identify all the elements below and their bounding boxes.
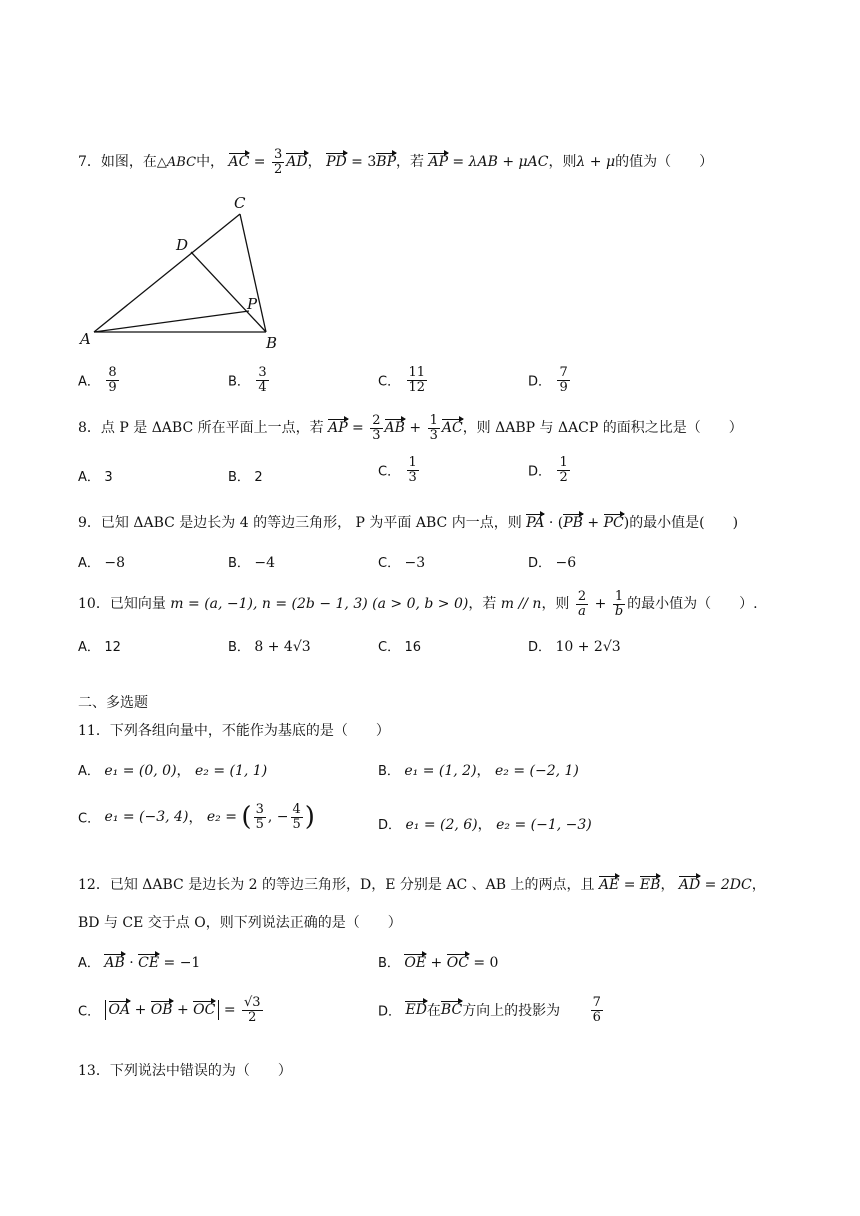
vector-ab: AB xyxy=(384,420,405,437)
question-10-stem: 10．已知向量 m = (a, −1), n = (2b − 1, 3) (a > 0, b > 0)，若 m // n，则 $\frac{2}{a}$ + $\frac{1}{b}$ 的最小值为（ ）. xyxy=(78,589,758,619)
label-a: A xyxy=(80,330,91,348)
segment-ap xyxy=(94,311,249,332)
vector-pa: PA xyxy=(526,515,545,531)
option-d[interactable]: D． $\frac{7}{9}$ xyxy=(528,365,568,395)
triangle-label: △ABC xyxy=(156,155,197,171)
mu-ac: μAC xyxy=(518,154,549,171)
fraction: $\frac{3}{2}$ xyxy=(273,147,283,177)
option-c[interactable]: C． 16 xyxy=(378,640,422,655)
question-tail: 的值为（ ） xyxy=(615,154,714,171)
lambda-ab: λAB xyxy=(468,154,498,171)
question-number: 12． xyxy=(78,877,110,893)
question-13-stem xyxy=(78,1060,292,1080)
option-b[interactable]: B． −4 xyxy=(228,555,276,571)
vector-ae: AE xyxy=(598,877,620,893)
question-number: 8． xyxy=(78,420,101,437)
question-12-stem-line2: BD 与 CE 交于点 O，则下列说法正确的是（ ） xyxy=(78,915,402,931)
question-text: 已知向量 xyxy=(109,596,166,613)
vector-pd: PD xyxy=(326,154,347,171)
section-title: 二、多选题 xyxy=(78,695,148,711)
option-a[interactable]: A． e₁ = (0, 0)， e₂ = (1, 1) xyxy=(78,763,268,779)
option-a[interactable]: A． −8 xyxy=(78,555,125,571)
option-a[interactable]: A． AB · CE = −1 xyxy=(78,955,201,971)
question-text: 如图，在 xyxy=(100,154,157,171)
vector-ap: AP xyxy=(328,420,348,437)
question-12-stem-line1: 12．已知 ΔABC 是边长为 2 的等边三角形，D，E 分别是 AC 、AB 上的两点，且 AE = EB， AD = 2DC， xyxy=(78,877,766,893)
vector-pc: PC xyxy=(603,515,624,531)
vector-ac: AC xyxy=(441,420,463,437)
question-number: 13． xyxy=(78,1063,110,1079)
question-text: 下列说法中错误的为（ ） xyxy=(109,1063,292,1079)
question-tail: ，则 ΔABP 与 ΔACP 的面积之比是（ ） xyxy=(462,420,743,437)
question-8-stem: 8．点 P 是 ΔABC 所在平面上一点，若 AP = $\frac{2}{3}$ AB + $\frac{1}{3}$ AC，则 ΔABP 与 ΔACP 的面积之比是（ ） xyxy=(78,413,743,443)
option-a[interactable]: A． 12 xyxy=(78,640,121,655)
question-text: 中， xyxy=(196,154,225,171)
triangle-figure xyxy=(70,188,300,358)
option-d[interactable]: D． e₁ = (2, 6)， e₂ = (−1, −3) xyxy=(378,817,592,833)
option-b[interactable]: B． $\frac{3}{4}$ xyxy=(228,365,267,395)
label-b: B xyxy=(266,334,278,352)
option-b[interactable]: B． e₁ = (1, 2)， e₂ = (−2, 1) xyxy=(378,763,579,779)
option-d[interactable]: D． −6 xyxy=(528,555,577,571)
question-7-stem: 7．如图，在△ABC中， AC = $\frac{3}{2}$ AD， PD = 3BP，若 AP = λAB + μAC，则λ + μ的值为（ ） xyxy=(78,147,714,177)
option-b[interactable]: B． 8 + 4√3 xyxy=(228,639,311,655)
vector-ad: AD xyxy=(678,877,701,893)
question-number: 7． xyxy=(78,154,101,171)
vector-2dc: 2DC xyxy=(720,877,752,893)
question-number: 11． xyxy=(78,723,110,739)
vector-eb: EB xyxy=(639,877,661,893)
option-b[interactable]: B． 2 xyxy=(228,470,263,485)
option-c[interactable]: C． $\frac{1}{3}$ xyxy=(378,455,417,485)
vector-ac: AC xyxy=(228,154,250,171)
parallel-condition: m // n xyxy=(500,596,542,613)
segment-db xyxy=(191,252,266,332)
question-number: 9． xyxy=(78,515,101,531)
question-number: 10． xyxy=(78,596,110,613)
option-c[interactable]: C． −3 xyxy=(378,555,426,571)
vector-definitions: m = (a, −1), n = (2b − 1, 3) (a > 0, b > 0) xyxy=(170,596,469,613)
option-d[interactable]: D． ED在BC方向上的投影为 $\frac{7}{6}$ xyxy=(378,995,601,1025)
option-c[interactable]: C． e₁ = (−3, 4)， e₂ = ( $\frac{3}{5}$ , − $\frac{4}{5}$ ) xyxy=(78,801,315,832)
option-d[interactable]: D． 10 + 2√3 xyxy=(528,639,621,655)
question-tail: 的最小值为（ ）. xyxy=(627,596,758,613)
label-c: C xyxy=(234,194,246,212)
question-text: 点 P 是 ΔABC 所在平面上一点，若 xyxy=(100,420,324,437)
vector-ap: AP xyxy=(428,154,448,171)
option-c[interactable]: C． $\frac{11}{12}$ xyxy=(378,365,426,395)
question-tail: 的最小值是( ) xyxy=(629,515,739,531)
label-d: D xyxy=(176,236,189,254)
option-a[interactable]: A． 3 xyxy=(78,470,113,485)
option-b[interactable]: B． OE + OC = 0 xyxy=(378,955,499,971)
label-p: P xyxy=(247,295,258,313)
option-a[interactable]: A． $\frac{8}{9}$ xyxy=(78,365,117,395)
lambda-plus-mu: λ + μ xyxy=(576,154,616,171)
question-11-stem xyxy=(78,720,390,740)
segment-cb xyxy=(240,214,266,332)
vector-ad: AD xyxy=(286,154,308,171)
question-text: 下列各组向量中，不能作为基底的是（ ） xyxy=(109,723,390,739)
option-c[interactable]: C． OA + OB + OC = $\frac{√3}{2}$ xyxy=(78,995,261,1025)
vector-pb: PB xyxy=(563,515,583,531)
question-text: 已知 ΔABC 是边长为 4 的等边三角形， P 为平面 ABC 内一点，则 xyxy=(100,515,522,531)
question-9-stem: 9．已知 ΔABC 是边长为 4 的等边三角形， P 为平面 ABC 内一点，则 PA · (PB + PC)的最小值是( ) xyxy=(78,515,739,531)
question-text: 已知 ΔABC 是边长为 2 的等边三角形，D，E 分别是 AC 、AB 上的两点，且 xyxy=(109,877,595,893)
segment-ac xyxy=(94,214,240,332)
vector-bp: BP xyxy=(376,154,396,171)
option-d[interactable]: D． $\frac{1}{2}$ xyxy=(528,455,568,485)
